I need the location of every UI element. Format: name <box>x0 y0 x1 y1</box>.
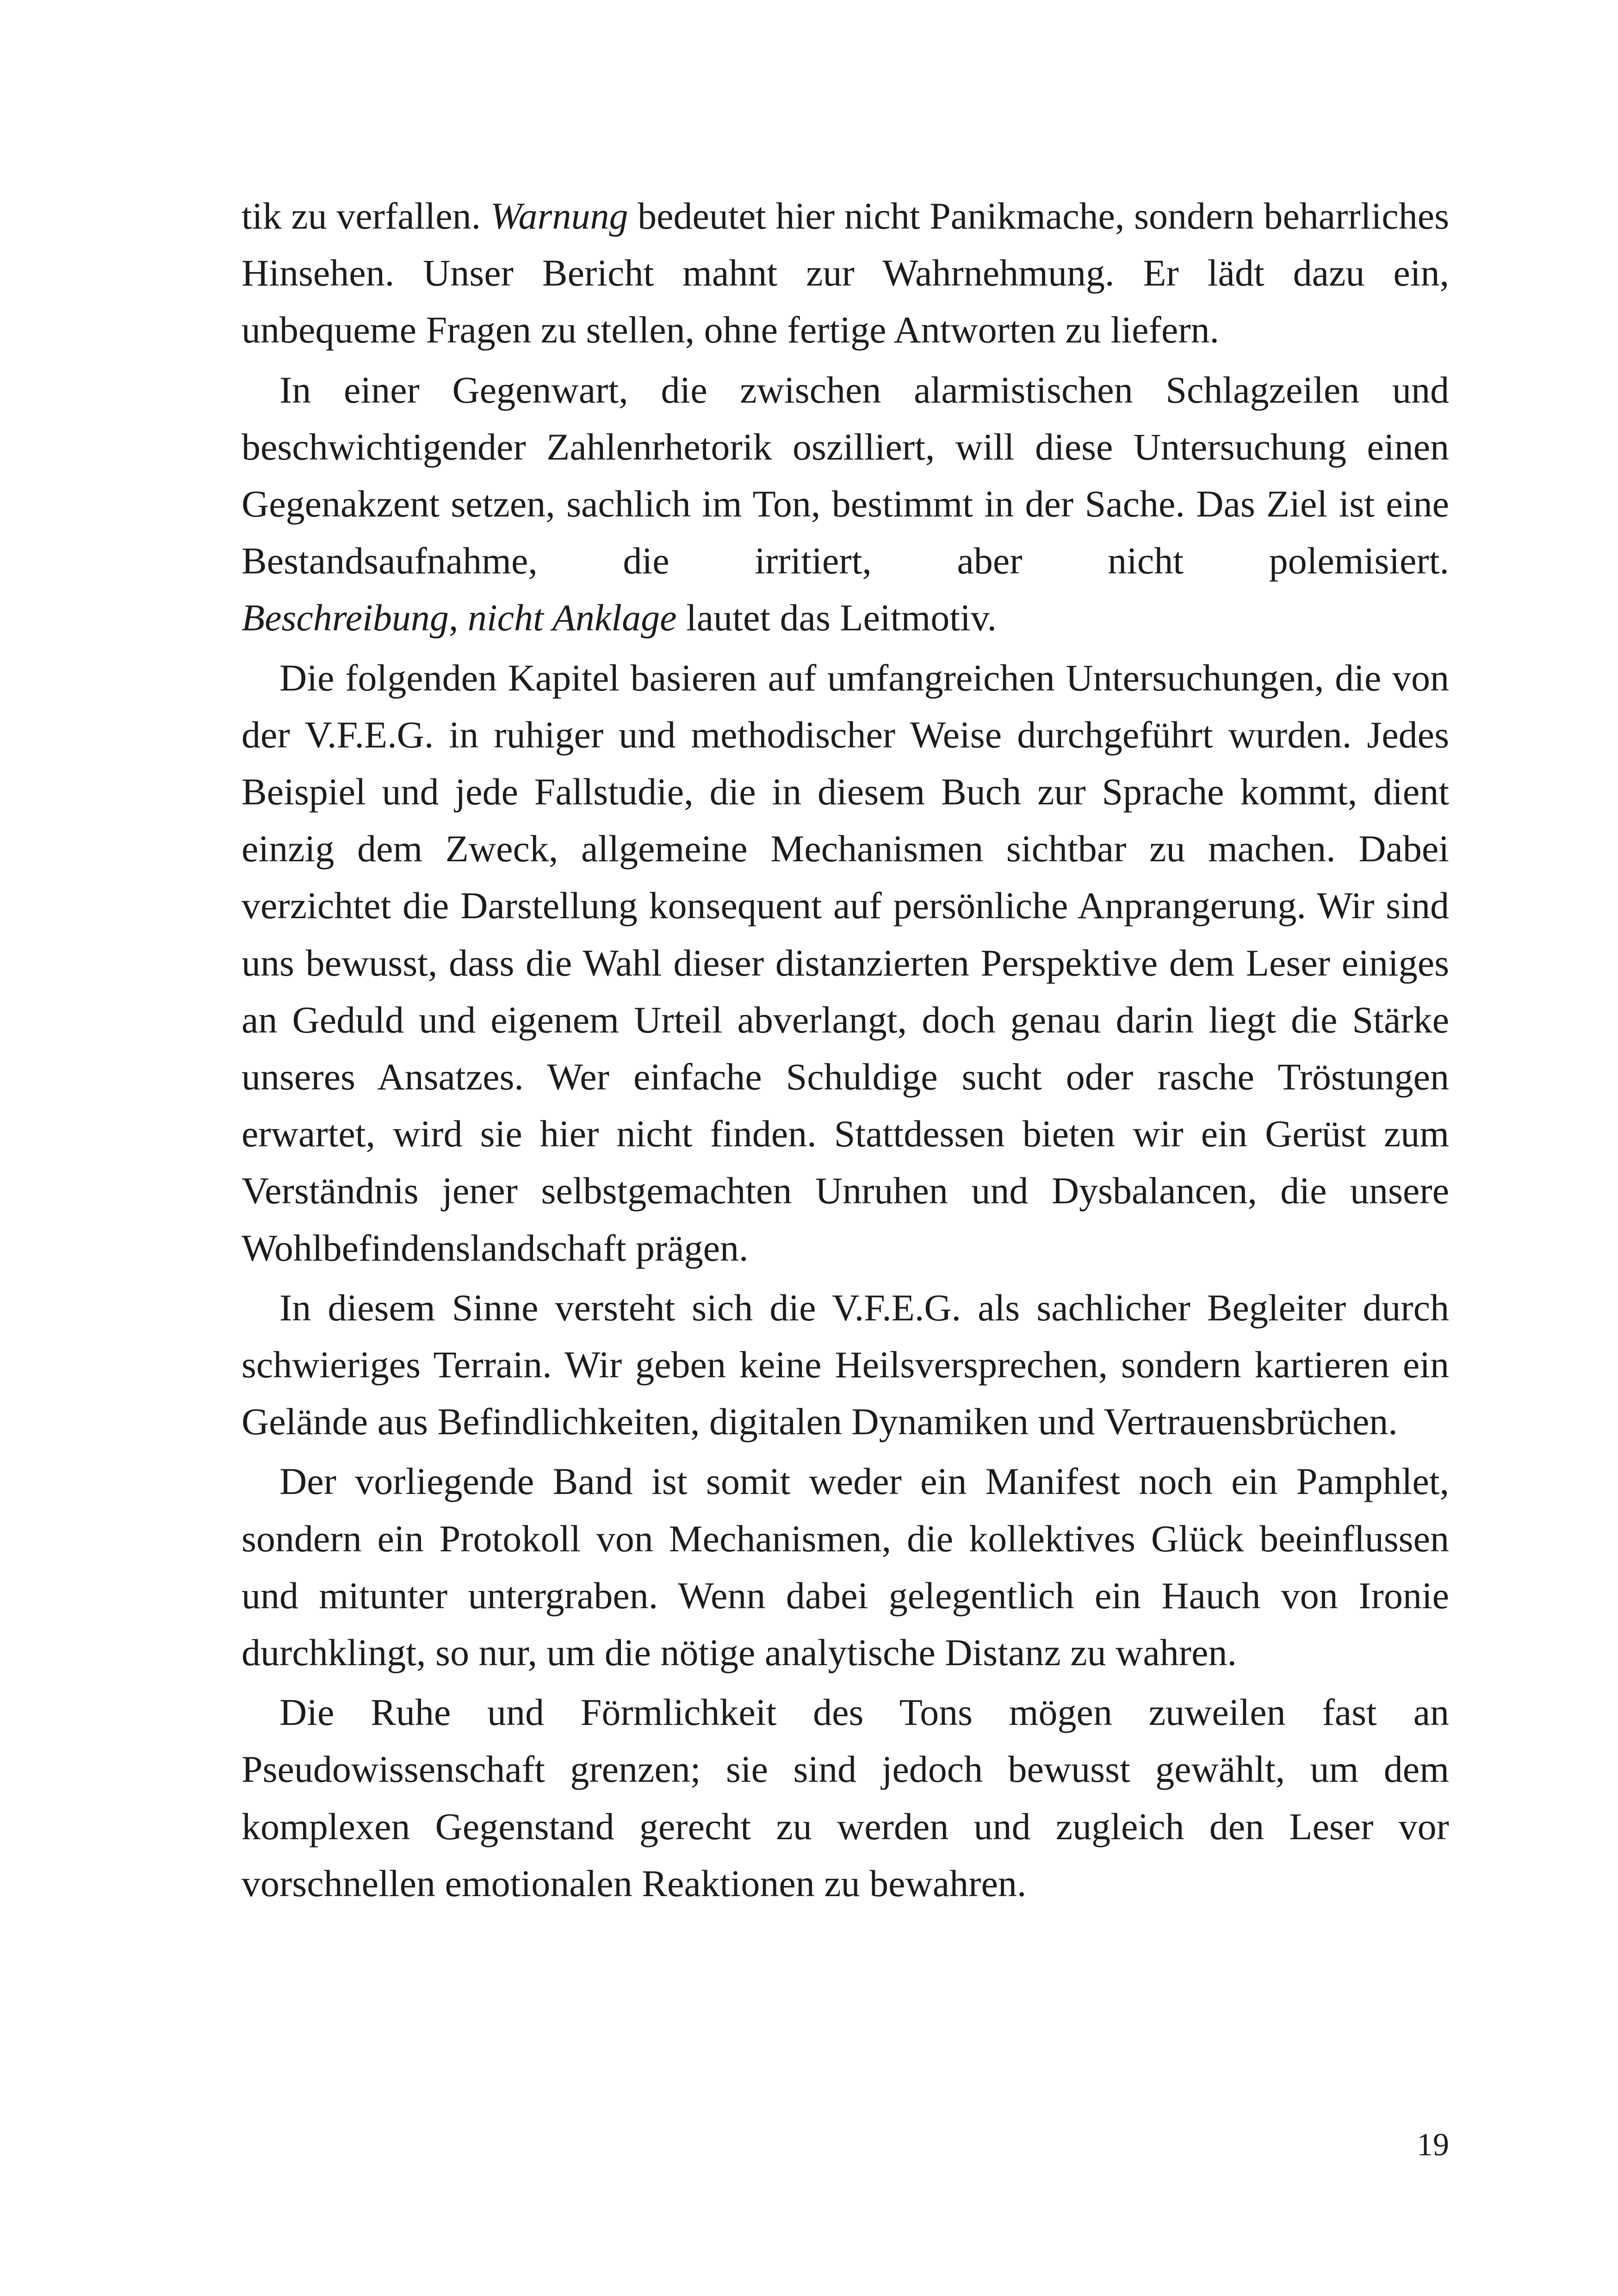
italic-run: Warnung <box>490 195 628 237</box>
text-run: lautet das Leitmotiv. <box>676 597 997 639</box>
text-run: Der vorliegende Band ist somit weder ein Manifest noch ein Pamphlet, sondern ein Protokoll von Mechanismen, die kollektives Glück beeinflussen und mitunter untergraben. Wenn dabei gelegentlich ein Hauch von Ironie durchklingt, so nur, um die nötige analytische Distanz zu wahren. <box>242 1460 1449 1674</box>
page-number: 19 <box>1417 2127 1449 2163</box>
text-run: Die Ruhe und Förmlichkeit des Tons mögen zuweilen fast an Pseudowissenschaft grenzen; sie sind jedoch bewusst gewählt, um dem komplexen Gegenstand gerecht zu werden und zugleich den Leser vor vorschnellen emotionalen Reaktionen zu bewahren. <box>242 1691 1449 1904</box>
text-run: Die folgenden Kapitel basieren auf umfangreichen Untersuchungen, die von der V.F.E.G. in ruhiger und methodischer Weise durchgeführt wurden. Jedes Beispiel und jede Fallstudie, die in diesem Buch zur Sprache kommt, dient einzig dem Zweck, allgemeine Mechanismen sichtbar zu machen. Dabei verzichtet die Darstellung konsequent auf persönliche Anprangerung. Wir sind uns bewusst, dass die Wahl dieser distanzierten Perspektive dem Leser einiges an Geduld und eigenem Urteil abverlangt, doch genau darin liegt die Stärke unseres Ansatzes. Wer einfache Schuldige sucht oder rasche Tröstungen erwartet, wird sie hier nicht finden. Stattdessen bieten wir ein Gerüst zum Verständnis jener selbstgemachten Unruhen und Dysbalancen, die unsere Wohlbefindenslandschaft prägen. <box>242 656 1449 1269</box>
italic-run: Beschreibung, nicht Anklage <box>242 597 677 639</box>
text-run: tik zu verfallen. <box>242 195 490 237</box>
paragraph <box>242 1684 1449 1912</box>
paragraph <box>242 361 1449 647</box>
text-run: bedeutet hier nicht Panikmache, sondern beharrliches Hinsehen. Unser Bericht mahnt zur Wahrnehmung. Er lädt dazu ein, unbequeme Fragen zu stellen, ohne fertige Antworten zu liefern. <box>242 195 1450 351</box>
paragraph <box>242 1453 1449 1681</box>
paragraph <box>242 1279 1449 1450</box>
text-run: In diesem Sinne versteht sich die V.F.E.G. als sachlicher Begleiter durch schwieriges Terrain. Wir geben keine Heilsversprechen, sondern kartieren ein Gelände aus Befindlichkeiten, digitalen Dynamiken und Vertrauensbrüchen. <box>242 1286 1449 1443</box>
paragraph <box>242 649 1449 1276</box>
body-text <box>242 187 1449 1912</box>
text-run: In einer Gegenwart, die zwischen alarmistischen Schlagzeilen und beschwichtigender Zahlenrhetorik oszilliert, will diese Untersuchung einen Gegenakzent setzen, sachlich im Ton, bestimmt in der Sache. Das Ziel ist eine Bestandsaufnahme, die irritiert, aber nicht polemisiert. <box>242 368 1449 582</box>
paragraph <box>242 187 1449 359</box>
